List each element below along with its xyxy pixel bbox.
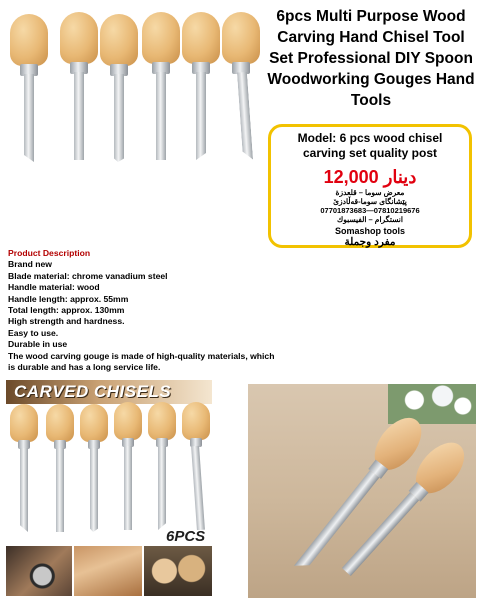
product-image-top <box>0 0 260 180</box>
price-label: 12,000 دينار <box>323 167 417 187</box>
thumb-wood-carving <box>74 546 142 596</box>
carved-title: CARVED CHISELS <box>14 382 172 401</box>
shop-name: Somashop tools <box>334 226 405 236</box>
description-line: Brand new <box>8 259 52 270</box>
photo-chisels-svg <box>248 384 476 598</box>
model-text: Model: 6 pcs wood chisel carving set quality post <box>297 131 443 160</box>
pcs-label: 6PCS <box>166 528 206 545</box>
description-line: Handle material: wood <box>8 282 100 293</box>
offer-card <box>268 124 472 248</box>
description-line: The wood carving gouge is made of high-quality materials, which is durable and has a long service life. <box>8 350 275 373</box>
showroom-kurdish-text: پێشانگای سوما-قەڵادزێ <box>333 197 407 206</box>
usage-thumbnails <box>6 546 212 596</box>
description-line: Easy to use. <box>8 327 59 338</box>
product-title: 6pcs Multi Purpose Wood Carving Hand Chisel Tool Set Professional DIY Spoon Woodworking Gouges Hand Tools <box>267 8 475 109</box>
product-description <box>8 248 278 373</box>
social-text: انستگرام – الفيسبوك <box>337 215 403 224</box>
description-line: High strength and hardness. <box>8 316 125 327</box>
phone-numbers: 07701873683—07810219676 <box>320 206 420 215</box>
product-photo <box>248 384 476 598</box>
description-line: Blade material: chrome vanadium steel <box>8 270 168 281</box>
carved-chisels-image <box>6 380 212 598</box>
thumb-watch-hand <box>6 546 72 596</box>
description-line: Durable in use <box>8 339 68 350</box>
description-line: Handle length: approx. 55mm <box>8 293 129 304</box>
showroom-text: معرض سوما – قلعدزة <box>335 188 405 197</box>
description-line: Total length: approx. 130mm <box>8 305 125 316</box>
description-heading: Product Description <box>8 248 91 258</box>
thumb-carved-figures <box>144 546 212 596</box>
retail-text: مفرد وجملة <box>344 236 396 248</box>
